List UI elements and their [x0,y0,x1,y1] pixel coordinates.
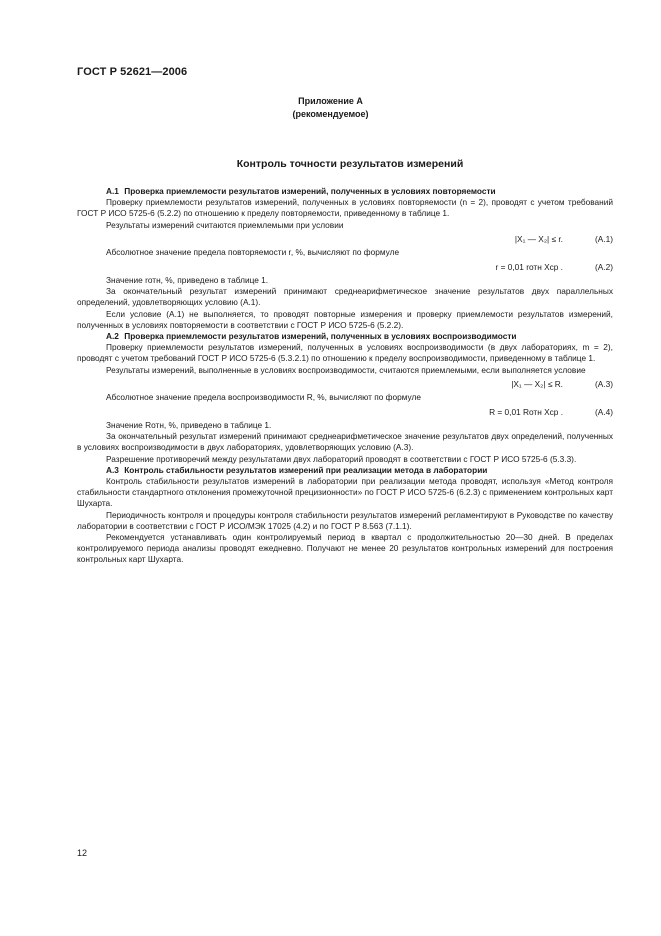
document-body [77,186,613,566]
equation-number: (А.3) [595,378,613,389]
section-heading-a2 [77,331,613,342]
section-number: А.3 [106,464,119,475]
standard-header: ГОСТ Р 52621—2006 [77,66,188,78]
section-number: А.2 [106,331,119,342]
appendix-status: (рекомендуемое) [292,109,369,119]
appendix-label: Приложение А [298,96,363,106]
section-title: Проверка приемлемости результатов измерений, полученных в условиях повторяемости [124,186,496,196]
paragraph: Результаты измерений, выполненные в условиях воспроизводимости, считаются приемлемыми, если выполняется условие [106,364,586,375]
section-heading-a1 [77,186,613,197]
paragraph: За окончательный результат измерений принимают среднеарифметическое значение результатов двух определений, полученных в условиях воспроизводимости в двух лабораториях, удовлетворяющих условию (А.3). [77,431,613,453]
equation-number: (А.4) [595,406,613,417]
section-heading-a3 [77,465,613,476]
page-number: 12 [77,848,88,858]
paragraph: Значение Rотн, %, приведено в таблице 1. [106,420,272,431]
equation-formula: R = 0,01 Rотн Xср . [489,406,563,417]
section-title: Проверка приемлемости результатов измерений, полученных в условиях воспроизводимости [124,331,517,342]
equation-formula: |X₁ — X₂| ≤ r. [514,233,563,244]
paragraph: Проверку приемлемости результатов измерений, полученных в условиях повторяемости (n = 2), проводят с учетом требований ГОСТ Р ИСО 5725-6 (5.2.2) по отношению к пределу повторяемости, приведенному в таблице 1. [77,197,613,219]
document-title: Контроль точности результатов измерений [236,158,464,170]
paragraph: Абсолютное значение предела повторяемости r, %, вычисляют по формуле [106,247,400,258]
equation-number: (А.1) [595,233,613,244]
paragraph: Если условие (А.1) не выполняется, то проводят повторные измерения и проверку приемлемости результатов измерений, полученных в условиях повторяемости в соответствии с ГОСТ Р ИСО 5725-6 (5.2.2). [77,308,613,330]
equation-a2 [77,260,613,275]
equation-a1 [77,232,613,247]
paragraph: Абсолютное значение предела воспроизводимости R, %, вычисляют по формуле [106,392,421,403]
paragraph: Разрешение противоречий между результатами двух лабораторий проводят в соответствии с ГОСТ Р ИСО 5725-6 (5.3.3). [106,453,577,464]
paragraph: Контроль стабильности результатов измерений в лаборатории при реализации метода проводят, используя «Метод контроля стабильности стандартного отклонения промежуточной прецизионности» по ГОСТ Р ИСО 5725-6 (6.2.3) с применением контрольных карт Шухарта. [77,476,613,509]
paragraph: Значение rотн, %, приведено в таблице 1. [106,275,269,286]
paragraph: Рекомендуется устанавливать один контролируемый период в квартал с продолжительностью 20—30 дней. В пределах контролируемого периода анализы проводят ежедневно. Получают не менее 20 результатов контрольных измерений для построения контрольных карт Шухарта. [77,532,613,565]
paragraph: Периодичность контроля и процедуры контроля стабильности результатов измерений регламентируют в Руководстве по качеству лаборатории в соответствии с ГОСТ Р ИСО/МЭК 17025 (4.2) и по ГОСТ Р 8.563 (7.1.1). [77,509,613,531]
paragraph: Проверку приемлемости результатов измерений, полученных в условиях воспроизводимости (в двух лабораториях, m = 2), проводят с учетом требований ГОСТ Р ИСО 5725-6 (5.3.2.1) по отношению к пределу воспроизводимости, приведенному в таблице 1. [77,342,613,364]
section-title: Контроль стабильности результатов измерений при реализации метода в лаборатории [124,464,488,475]
equation-a3 [77,377,613,392]
equation-number: (А.2) [595,261,613,272]
paragraph: За окончательный результат измерений принимают среднеарифметическое значение результатов двух параллельных определений, удовлетворяющих условию (А.1). [77,286,613,308]
section-number: А.1 [106,186,119,196]
paragraph: Результаты измерений считаются приемлемыми при условии [106,219,344,230]
equation-formula: |X₁ — X₂| ≤ R. [511,378,563,389]
equation-a4 [77,405,613,420]
equation-formula: r = 0,01 rотн Xср . [495,261,563,272]
